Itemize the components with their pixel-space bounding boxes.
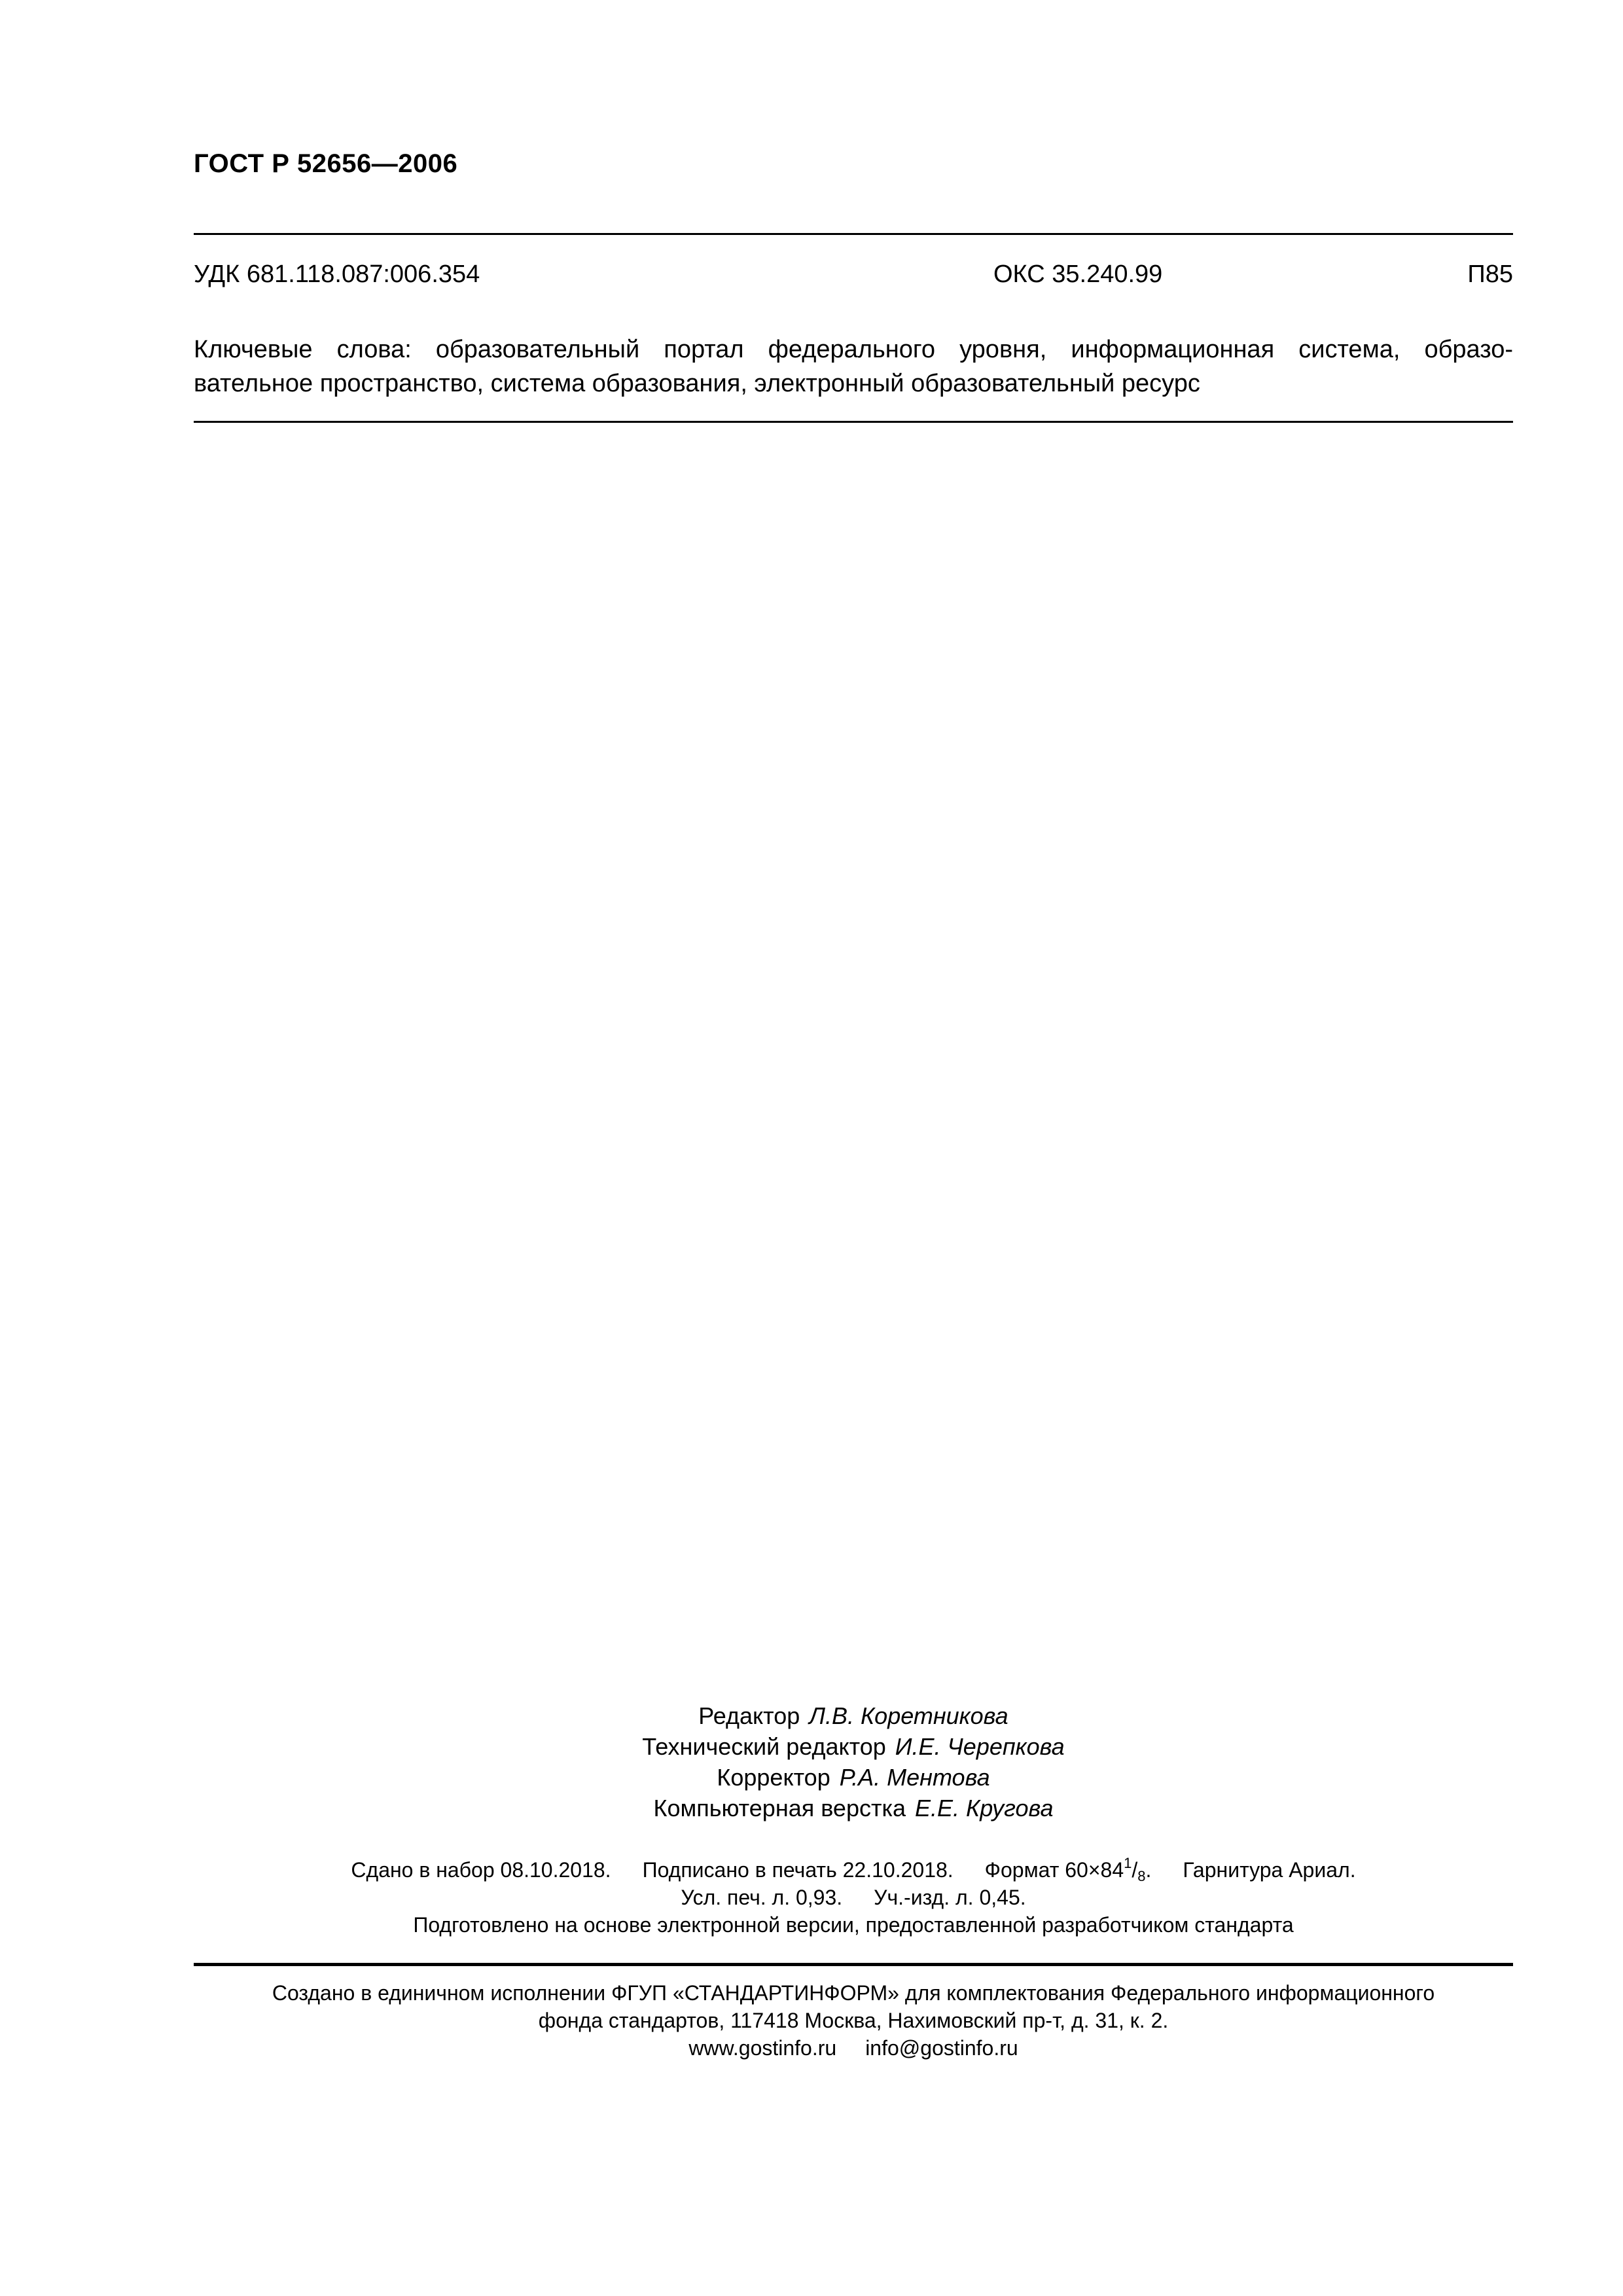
keywords-line-1: Ключевые слова: образовательный портал федерального уровня, информационная система, образо-	[194, 336, 1513, 363]
oks-code: ОКС 35.240.99	[993, 260, 1163, 288]
credit-role: Технический редактор	[642, 1733, 886, 1760]
imprint-line-2	[194, 1884, 1513, 1911]
credit-proofreader	[194, 1762, 1513, 1793]
publisher-divider	[194, 1963, 1513, 1966]
credit-name: Л.В. Коретникова	[809, 1702, 1008, 1729]
print-sheets: Усл. печ. л. 0,93.	[681, 1886, 843, 1909]
submitted-date: Сдано в набор 08.10.2018.	[351, 1858, 611, 1882]
publishing-sheets: Уч.-изд. л. 0,45.	[874, 1886, 1026, 1909]
credit-name: И.Е. Черепкова	[895, 1733, 1065, 1760]
keywords-line-2: вательное пространство, система образования, электронный образовательный ресурс	[194, 370, 1200, 397]
imprint-note: Подготовлено на основе электронной версии, предоставленной разработчиком стандарта	[413, 1913, 1294, 1937]
credit-name: Е.Е. Кругова	[915, 1795, 1054, 1821]
top-divider	[194, 233, 1513, 235]
signed-date: Подписано в печать 22.10.2018.	[642, 1858, 954, 1882]
credit-name: Р.А. Ментова	[839, 1764, 990, 1791]
keywords-divider	[194, 421, 1513, 423]
credit-editor	[194, 1700, 1513, 1731]
typeface: Гарнитура Ариал.	[1183, 1858, 1356, 1882]
imprint-block	[194, 1856, 1513, 1939]
category-code: П85	[1467, 260, 1513, 288]
email-link[interactable]: info@gostinfo.ru	[865, 2036, 1018, 2060]
credit-tech-editor	[194, 1731, 1513, 1762]
credit-role: Редактор	[698, 1702, 800, 1729]
keywords-paragraph	[194, 332, 1513, 401]
imprint-line-1	[194, 1856, 1513, 1884]
website-link[interactable]: www.gostinfo.ru	[688, 2036, 837, 2060]
credit-role: Компьютерная верстка	[653, 1795, 906, 1821]
publisher-block	[194, 1979, 1513, 2062]
credit-role: Корректор	[717, 1764, 830, 1791]
classification-row	[194, 260, 1513, 292]
publisher-contacts	[194, 2034, 1513, 2062]
udk-code: УДК 681.118.087:006.354	[194, 260, 480, 288]
credits-block	[194, 1700, 1513, 1823]
paper-format: Формат $60\times 84^1/_8$.	[984, 1855, 1152, 1884]
credit-layout	[194, 1793, 1513, 1823]
document-code: ГОСТ Р 52656—2006	[194, 149, 458, 178]
publisher-line-2: фонда стандартов, 117418 Москва, Нахимовский пр-т, д. 31, к. 2.	[538, 2009, 1169, 2032]
publisher-line-1: Создано в единичном исполнении ФГУП «СТАНДАРТИНФОРМ» для комплектования Федерального информационного	[272, 1981, 1435, 2005]
